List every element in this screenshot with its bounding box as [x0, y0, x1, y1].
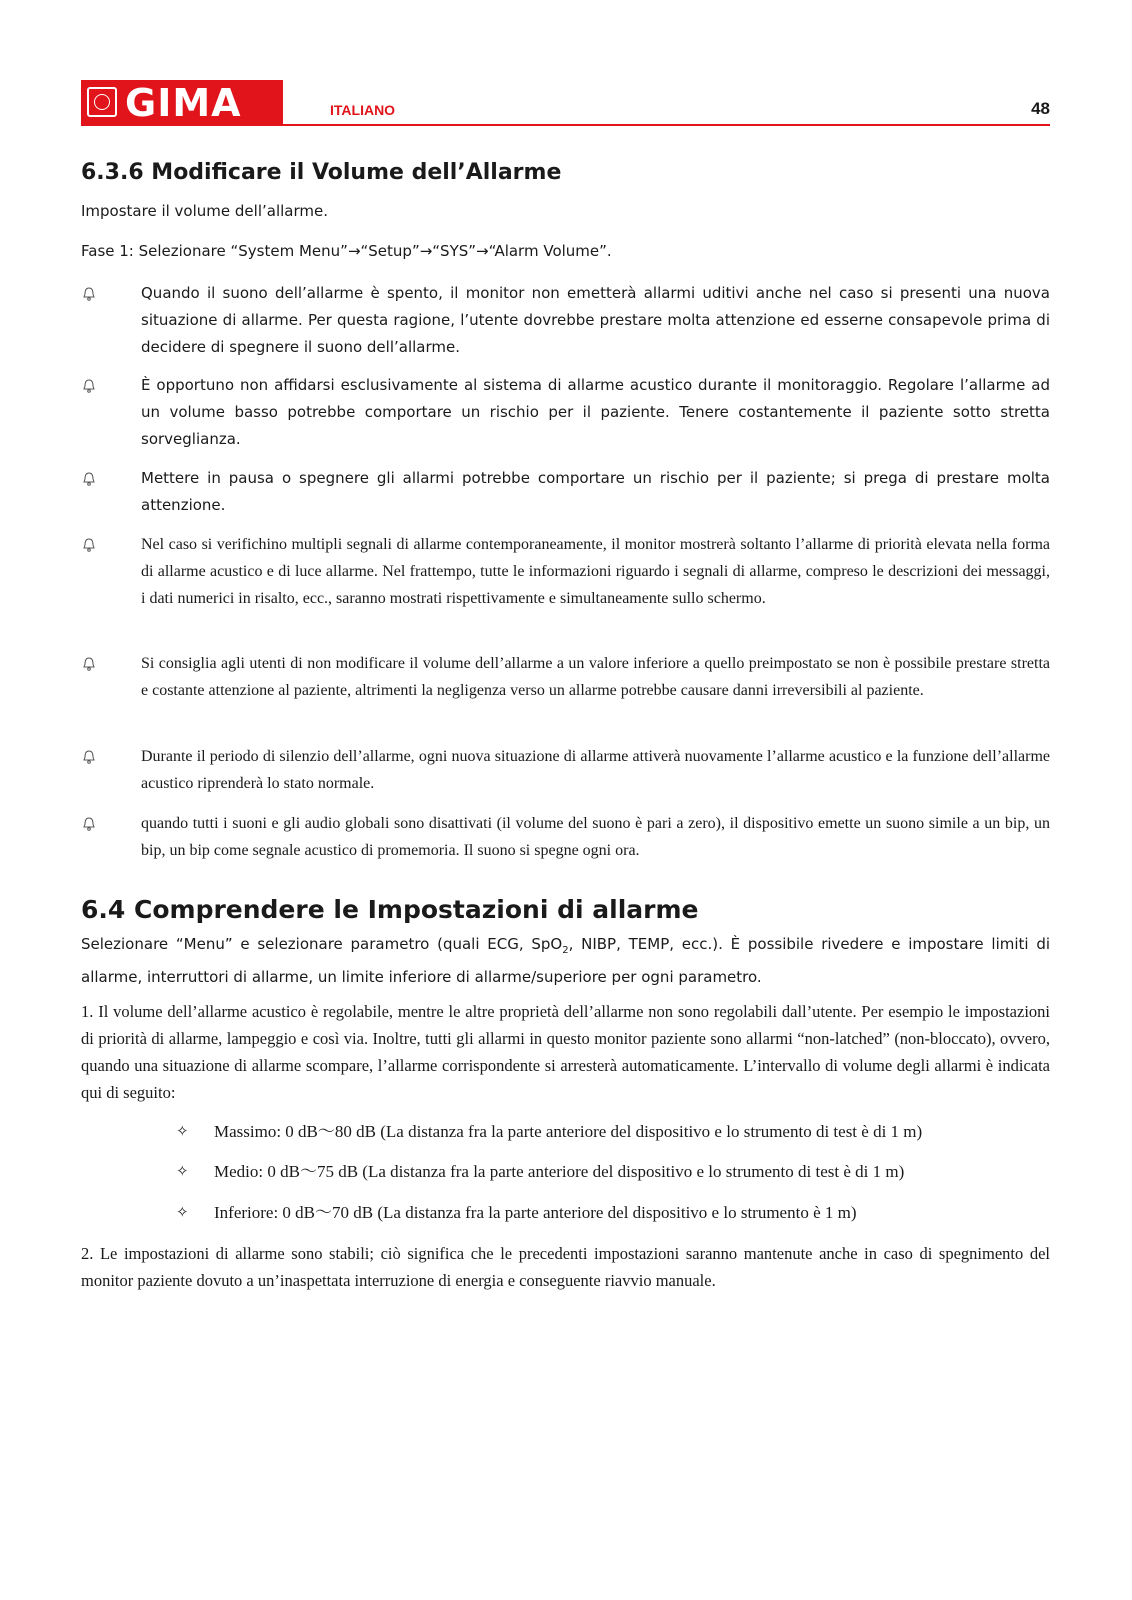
warning-item: [81, 810, 1050, 864]
alarm-bell-icon: [81, 537, 97, 553]
alarm-bell-icon: [81, 471, 97, 487]
warning-item: [81, 280, 1050, 361]
warning-text: Si consiglia agli utenti di non modificare il volume dell’allarme a un valore inferiore a quello preimpostato se non è possibile prestare stretta e costante attenzione al paziente, altrimenti la negligenza verso un allarme potrebbe causare danni irreversibili al paziente.: [141, 655, 1050, 699]
warning-text: Durante il periodo di silenzio dell’allarme, ogni nuova situazione di allarme attiverà nuovamente l’allarme acustico e la funzione dell’allarme acustico riprenderà lo stato normale.: [141, 748, 1050, 792]
warning-item: [81, 743, 1050, 797]
page-header: [81, 80, 1050, 128]
four-point-star-icon: ✧: [176, 1122, 189, 1140]
volume-range-item: [176, 1199, 1036, 1226]
section-title-6-4: 6.4 Comprendere le Impostazioni di allarme: [81, 895, 699, 924]
warning-text: È opportuno non affidarsi esclusivamente al sistema di allarme acustico durante il monitoraggio. Regolare l’allarme ad un volume basso potrebbe comportare un rischio per il paziente. Tenere costantemente il paziente sotto stretta sorveglianza.: [141, 376, 1050, 448]
warning-item: [81, 531, 1050, 612]
section-intro: Impostare il volume dell’allarme.: [81, 202, 328, 220]
volume-range-item: [176, 1158, 1036, 1185]
logo-text: GIMA: [125, 81, 242, 125]
warning-text: Quando il suono dell’allarme è spento, il monitor non emetterà allarmi uditivi anche nel caso si presenti una nuova situazione di allarme. Per questa ragione, l’utente dovrebbe prestare molta attenzione ed esserne consapevole prima di decidere di spegnere il suono dell’allarme.: [141, 284, 1050, 356]
warning-text: quando tutti i suoni e gli audio globali sono disattivati (il volume del suono è pari a zero), il dispositivo emette un suono simile a un bip, un bip, un bip come segnale acustico di promemoria. Il suono si spegne ogni ora.: [141, 815, 1050, 859]
volume-range-text: Inferiore: 0 dB～70 dB (La distanza fra la parte anteriore del dispositivo e lo strumento è 1 m): [214, 1203, 857, 1222]
warning-text: Nel caso si verifichino multipli segnali di allarme contemporaneamente, il monitor mostrerà soltanto l’allarme di priorità elevata nella forma di allarme acustico e di luce allarme. Nel frattempo, tutte le informazioni riguardo i segnali di allarme, compreso le descrizioni dei messaggi, i dati numerici in risalto, ecc., saranno mostrati rispettivamente e simultaneamente sullo schermo.: [141, 536, 1050, 607]
section-6-4-intro: [81, 931, 1050, 991]
warning-item: [81, 650, 1050, 704]
warning-item: [81, 372, 1050, 453]
step-1: Fase 1: Selezionare “System Menu”→“Setup”→“SYS”→“Alarm Volume”.: [81, 242, 612, 260]
warning-text: Mettere in pausa o spegnere gli allarmi potrebbe comportare un rischio per il paziente; si prega di prestare molta attenzione.: [141, 469, 1050, 514]
paragraph-2: 2. Le impostazioni di allarme sono stabili; ciò significa che le precedenti impostazioni saranno mantenute anche in caso di spegnimento del monitor paziente dovuto a un’inaspettata interruzione di energia e conseguente riavvio manuale.: [81, 1244, 1050, 1290]
intro-text-a: Selezionare “Menu” e selezionare parametro (quali ECG, SpO: [81, 935, 563, 953]
four-point-star-icon: ✧: [176, 1162, 189, 1180]
logo-emblem-icon: [87, 87, 117, 117]
intro-subscript: 2: [562, 945, 569, 956]
alarm-bell-icon: [81, 656, 97, 672]
section-title-6-3-6: 6.3.6 Modificare il Volume dell’Allarme: [81, 160, 562, 185]
header-divider: [283, 124, 1050, 126]
alarm-bell-icon: [81, 286, 97, 302]
volume-range-item: [176, 1118, 1036, 1145]
volume-range-text: Massimo: 0 dB～80 dB (La distanza fra la parte anteriore del dispositivo e lo strumento di test è di 1 m): [214, 1122, 923, 1141]
volume-range-text: Medio: 0 dB～75 dB (La distanza fra la parte anteriore del dispositivo e lo strumento di test è di 1 m): [214, 1162, 905, 1181]
warning-item: [81, 465, 1050, 519]
paragraph-1: 1. Il volume dell’allarme acustico è regolabile, mentre le altre proprietà dell’allarme non sono regolabili dall’utente. Per esempio le impostazioni di priorità di allarme, lampeggio e così via. Inoltre, tutti gli allarmi in questo monitor paziente sono allarmi “non-latched” (non-bloccato), ovvero, quando una situazione di allarme scompare, l’allarme corrispondente si arresterà automaticamente. L’intervallo di volume degli allarmi è indicata qui di seguito:: [81, 1002, 1050, 1102]
language-label: ITALIANO: [330, 102, 396, 118]
alarm-bell-icon: [81, 749, 97, 765]
intro-text-b: , NIBP, TEMP, ecc.). È possibile rivedere e impostare limiti di allarme, interruttori di allarme, un limite inferiore di allarme/superiore per ogni parametro.: [81, 935, 1051, 986]
alarm-bell-icon: [81, 378, 97, 394]
page-number: 48: [1031, 99, 1050, 118]
alarm-bell-icon: [81, 816, 97, 832]
four-point-star-icon: ✧: [176, 1203, 189, 1221]
gima-logo: [81, 80, 283, 126]
